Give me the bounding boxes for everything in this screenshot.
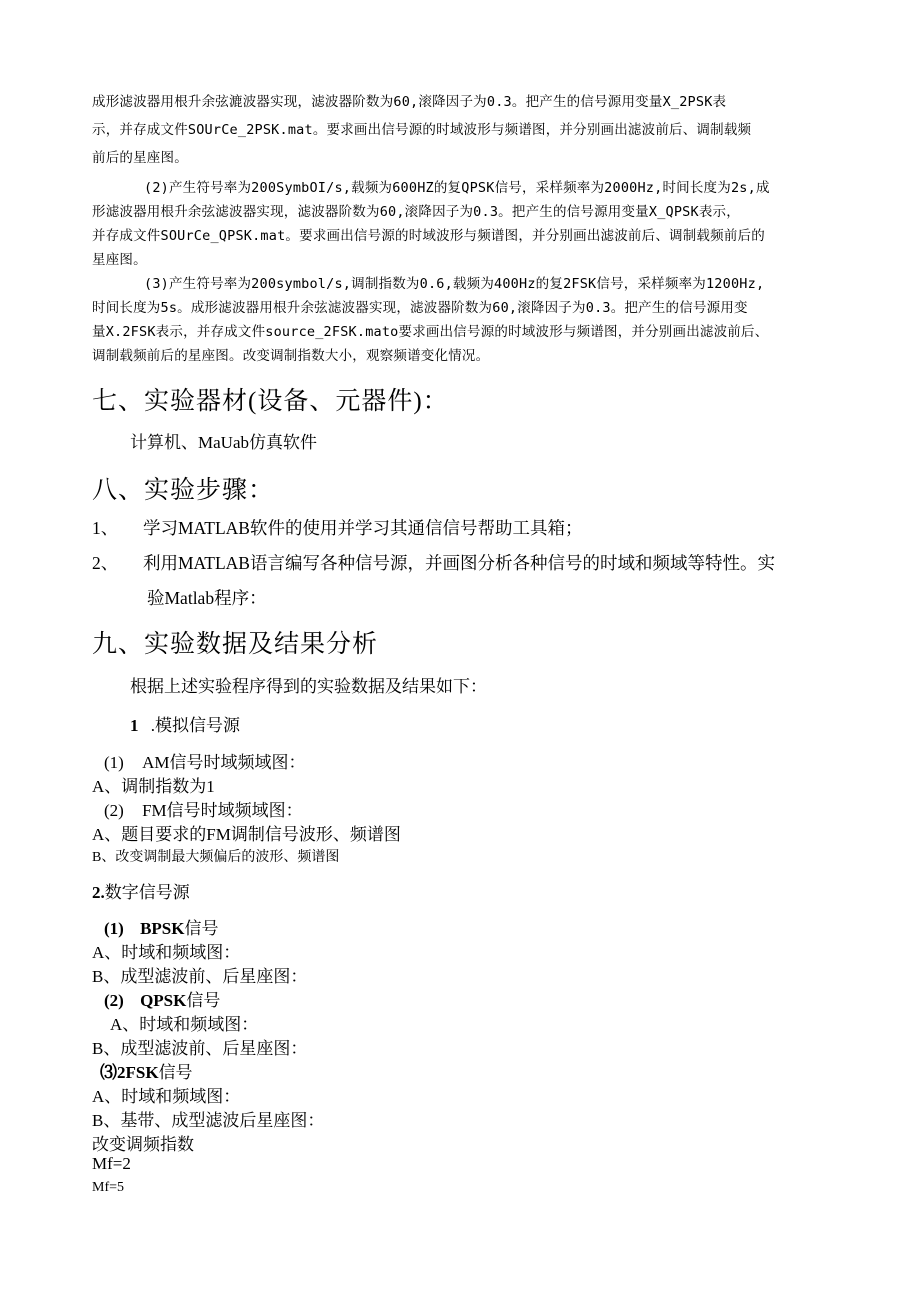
bpsk-sub-b: B、成型滤波前、后星座图： — [92, 967, 308, 986]
text-line: 并存成文件SOUrCe_QPSK.mat。要求画出信号源的时域波形与频谱图，并分别画出滤波前后、调制载频前后的 — [92, 228, 765, 244]
text-line: 时间长度为5s。成形滤波器用根升余弦滤波器实现，滤波器阶数为60,滚降因子为0.3。把产生的信号源用变 — [92, 300, 748, 316]
analog-source-label: .模拟信号源 — [150, 716, 240, 735]
section-7-heading: 七、实验器材(设备、元器件)： — [92, 388, 449, 415]
analog-source-number: 1 — [130, 716, 139, 735]
qpsk-item — [104, 986, 220, 1011]
step-1-text: 学习MATLAB软件的使用并学习其通信信号帮助工具箱； — [143, 518, 583, 538]
am-item — [104, 748, 305, 773]
step-2-number: 2、 — [92, 553, 119, 573]
paragraph-2fsk — [92, 272, 837, 368]
bpsk-number: (1) — [104, 919, 124, 938]
fsk-name: 2FSK — [117, 1063, 159, 1082]
analog-source-title — [130, 711, 240, 736]
bpsk-suffix: 信号 — [184, 919, 219, 938]
qpsk-number: (2) — [104, 991, 124, 1010]
text-line: 前后的星座图。 — [92, 150, 188, 166]
change-index-text: 改变调频指数 — [92, 1135, 194, 1154]
fm-title: FM信号时域频域图： — [142, 801, 303, 820]
am-sub-a: A、调制指数为1 — [92, 777, 215, 796]
fm-sub-a: A、题目要求的FM调制信号波形、频谱图 — [92, 825, 401, 844]
text-line: 调制载频前后的星座图。改变调制指数大小，观察频谱变化情况。 — [92, 348, 490, 364]
text-line: 成形滤波器用根升余弦漉波器实现，滤波器阶数为60,滚降因子为0.3。把产生的信号源用变量X_2PSK表 — [92, 94, 727, 110]
qpsk-sub-b: B、成型滤波前、后星座图： — [92, 1039, 308, 1058]
section-9-heading: 九、实验数据及结果分析 — [92, 631, 379, 658]
fsk-sub-a: A、时域和频域图： — [92, 1087, 241, 1106]
bpsk-item — [104, 914, 218, 939]
results-intro: 根据上述实验程序得到的实验数据及结果如下： — [130, 677, 487, 696]
fsk-sub-b: B、基带、成型滤波后星座图： — [92, 1111, 325, 1130]
paragraph-2psk-cont — [92, 90, 837, 170]
qpsk-sub-a: A、时域和频域图： — [110, 1015, 259, 1034]
equipment-text: 计算机、MaUab仿真软件 — [130, 433, 317, 452]
fsk-item — [100, 1058, 193, 1083]
text-line: (2)产生符号率为200SymbOI/s,载频为600HZ的复QPSK信号，采样频率为2000Hz,时间长度为2s,成 — [144, 180, 770, 196]
digital-source-number: 2. — [92, 883, 105, 902]
fm-sub-b: B、改变调制最大频偏后的波形、频谱图 — [92, 850, 340, 865]
am-title: AM信号时域频域图： — [142, 753, 306, 772]
step-2-continuation: 验Matlab程序： — [147, 588, 267, 608]
section-8-heading: 八、实验步骤： — [92, 477, 275, 504]
bpsk-name: BPSK — [140, 919, 185, 938]
step-1-number: 1、 — [92, 518, 119, 538]
bpsk-sub-a: A、时域和频域图： — [92, 943, 241, 962]
am-number: (1) — [104, 753, 124, 772]
digital-source-label: 数字信号源 — [104, 883, 190, 902]
step-2-text: 利用MATLAB语言编写各种信号源，并画图分析各种信号的时域和频域等特性。实 — [143, 553, 775, 573]
text-line: 量X.2FSK表示，并存成文件source_2FSK.mato要求画出信号源的时域波形与频谱图，并分别画出滤波前后、 — [92, 324, 769, 340]
fsk-suffix: 信号 — [158, 1063, 193, 1082]
paragraph-qpsk — [92, 176, 837, 272]
text-line: 示，并存成文件SOUrCe_2PSK.mat。要求画出信号源的时域波形与频谱图，并分别画出滤波前后、调制载频 — [92, 122, 752, 138]
digital-source-title — [92, 878, 190, 903]
text-line: 形滤波器用根升余弦滤波器实现，滤波器阶数为60,滚降因子为0.3。把产生的信号源用变量X_QPSK表示， — [92, 204, 740, 220]
fm-number: (2) — [104, 801, 124, 820]
qpsk-name: QPSK — [140, 991, 187, 1010]
fsk-number: ⑶ — [100, 1063, 117, 1082]
text-line: 星座图。 — [92, 252, 147, 268]
mf-2-label: Mf=2 — [92, 1154, 131, 1173]
mf-5-label: Mf=5 — [92, 1180, 125, 1195]
fm-item — [104, 796, 303, 821]
text-line: (3)产生符号率为200symbol/s,调制指数为0.6,载频为400Hz的复2FSK信号，采样频率为1200Hz, — [144, 276, 765, 292]
qpsk-suffix: 信号 — [186, 991, 221, 1010]
